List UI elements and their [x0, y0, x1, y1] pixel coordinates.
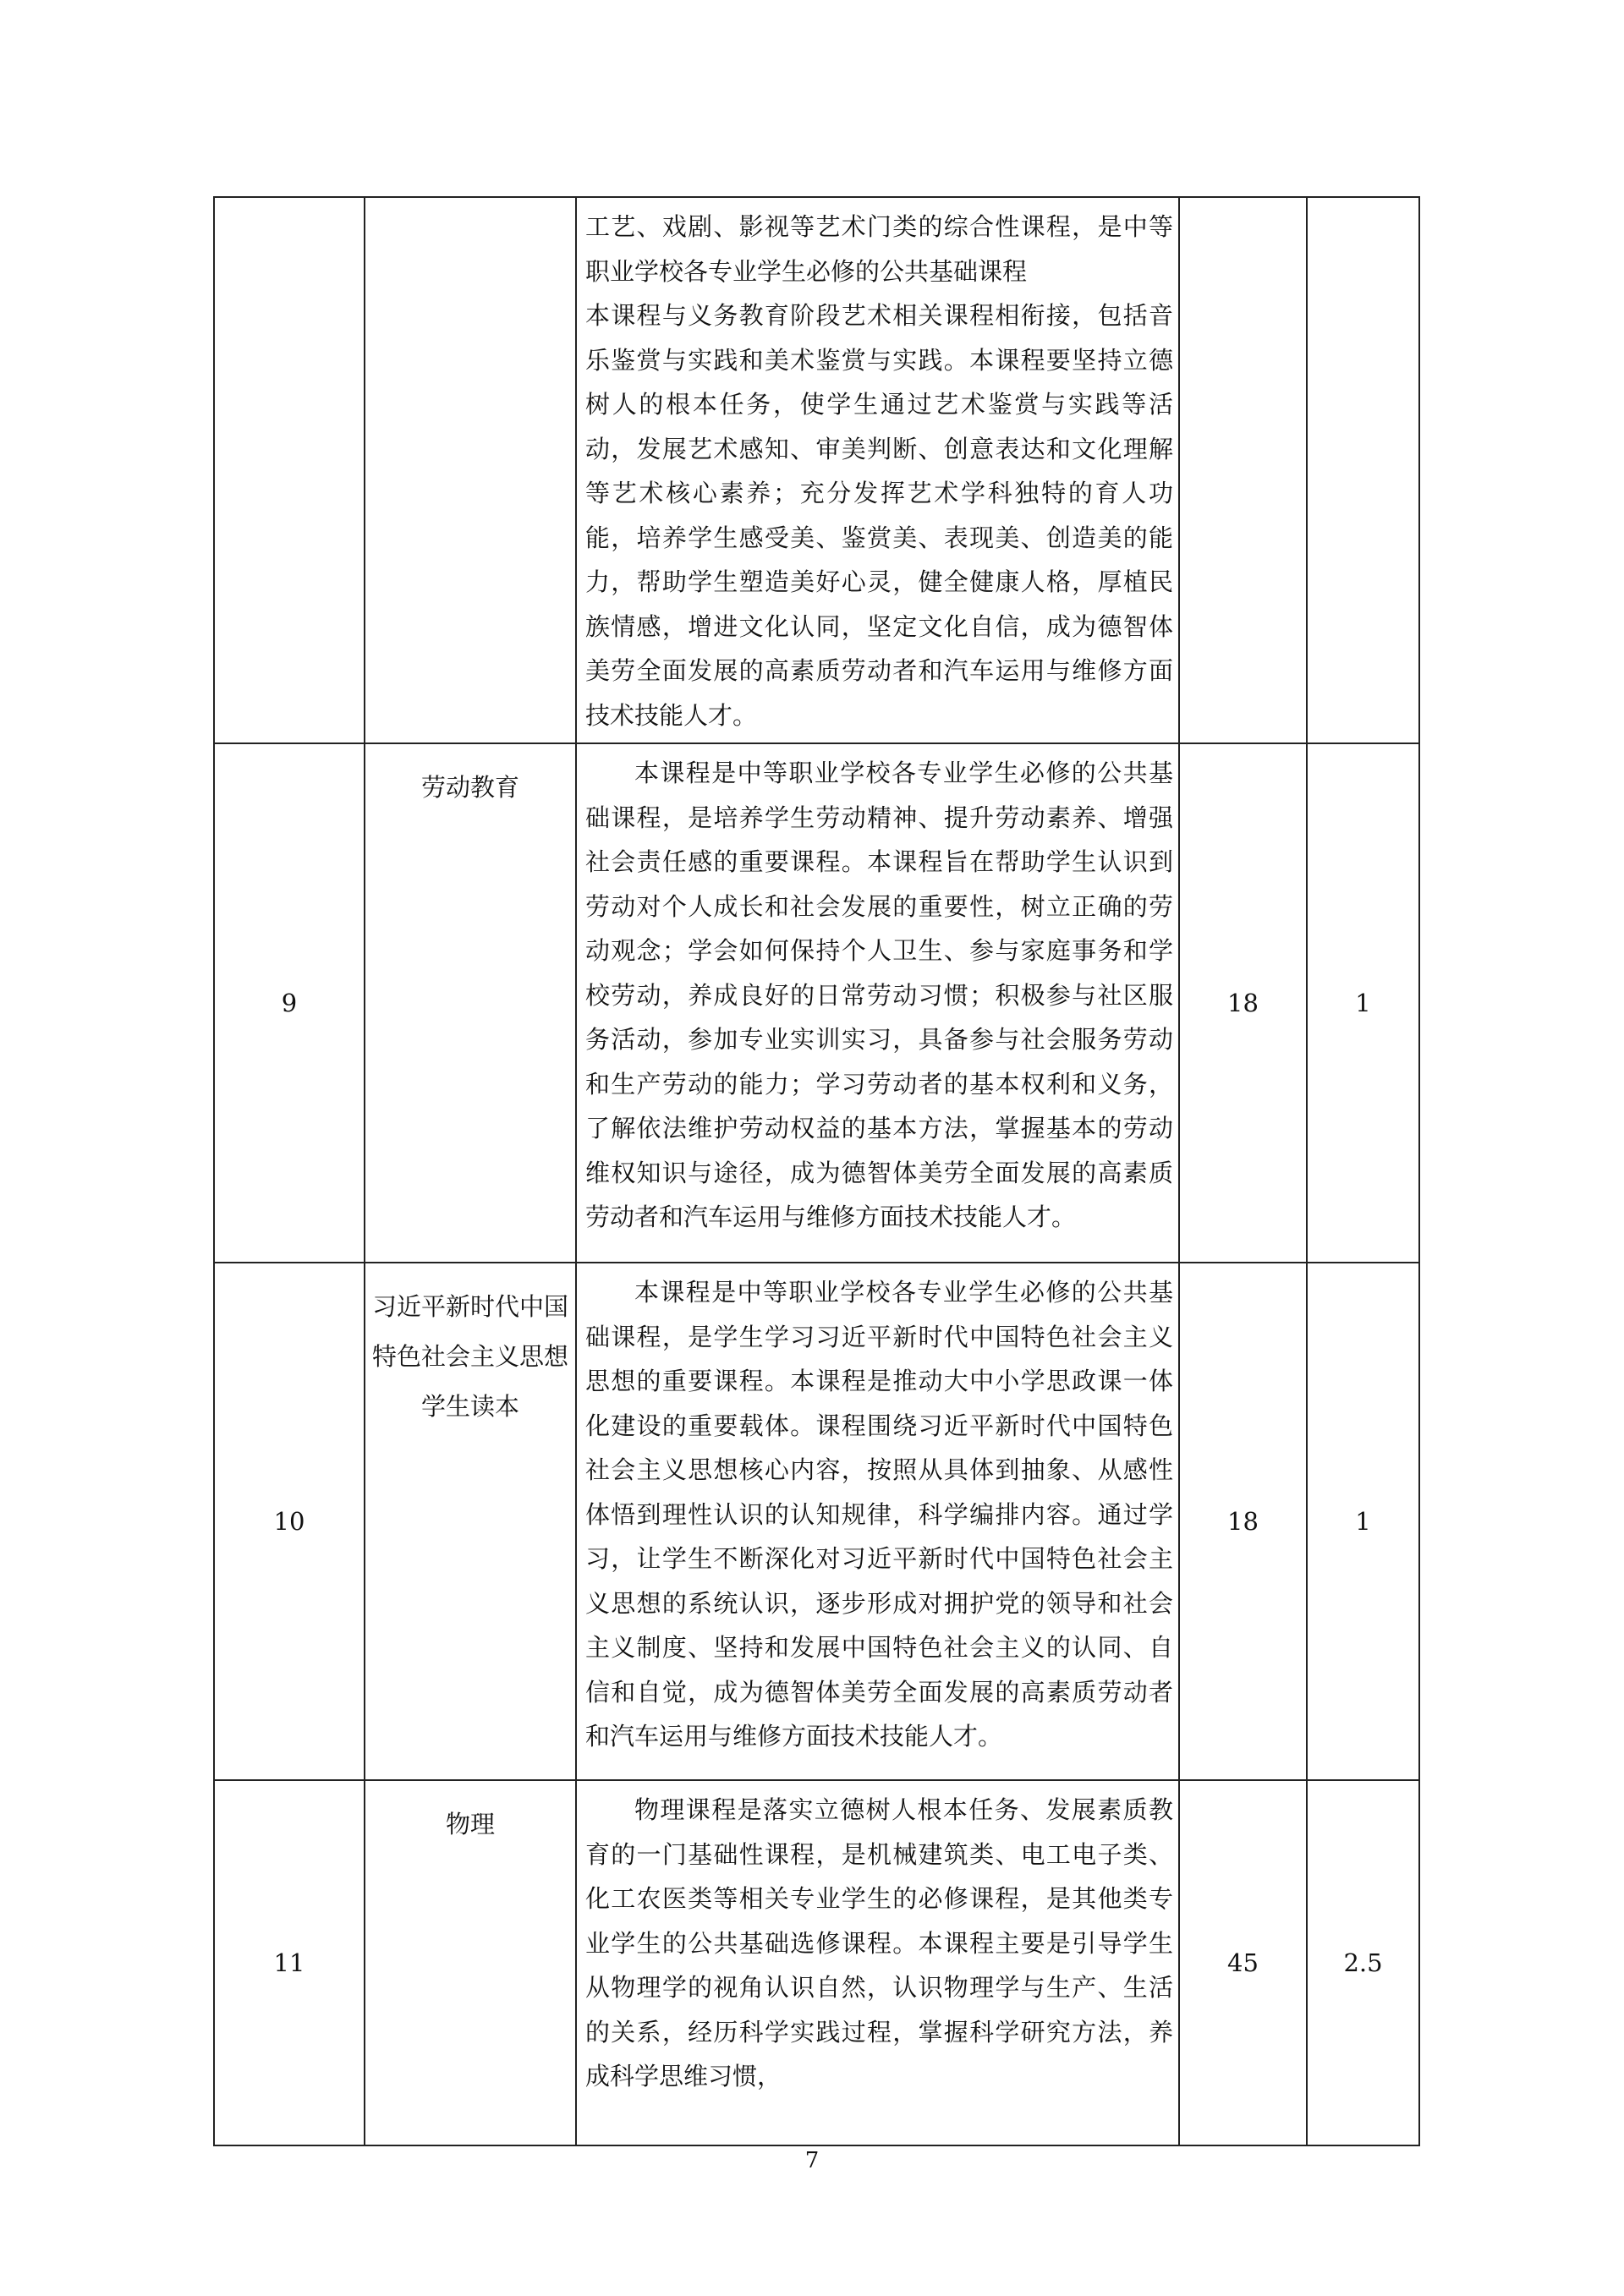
course-credits: 1: [1307, 1263, 1419, 1780]
course-number: 9: [214, 743, 365, 1263]
table-row: [214, 197, 1419, 743]
description-paragraph: 本课程是中等职业学校各专业学生必修的公共基础课程，是学生学习习近平新时代中国特色社会主义思想的重要课程。本课程是推动大中小学思政课一体化建设的重要载体。课程围绕习近平新时代中国特色社会主义思想核心内容，按照从具体到抽象、从感性体悟到理性认识的认知规律，科学编排内容。通过学习，让学生不断深化对习近平新时代中国特色社会主义思想的系统认识，逐步形成对拥护党的领导和社会主义制度、坚持和发展中国特色社会主义的认同、自信和自觉，成为德智体美劳全面发展的高素质劳动者和汽车运用与维修方面技术技能人才。: [585, 1278, 1173, 1751]
description-paragraph: 物理课程是落实立德树人根本任务、发展素质教育的一门基础性课程，是机械建筑类、电工电子类、化工农医类等相关专业学生的必修课程，是其他类专业学生的公共基础选修课程。本课程主要是引导学生从物理学的视角认识自然，认识物理学与生产、生活的关系，经历科学实践过程，掌握科学研究方法，养成科学思维习惯，: [585, 1795, 1173, 2091]
course-description: [576, 197, 1179, 743]
course-credits: 2.5: [1307, 1780, 1419, 2145]
course-name: 劳动教育: [365, 743, 576, 1263]
page-number: 7: [804, 2148, 820, 2173]
table-row: [214, 1780, 1419, 2145]
course-credits: [1307, 197, 1419, 743]
course-description: [576, 1263, 1179, 1780]
description-paragraph: 工艺、戏剧、影视等艺术门类的综合性课程，是中等职业学校各专业学生必修的公共基础课程: [585, 212, 1173, 286]
course-table: [213, 196, 1420, 2146]
course-credits: 1: [1307, 743, 1419, 1263]
table-row: [214, 743, 1419, 1263]
course-name: 物理: [365, 1780, 576, 2145]
course-name: [365, 197, 576, 743]
course-number: 11: [214, 1780, 365, 2145]
course-hours: 18: [1179, 743, 1307, 1263]
table-row: [214, 1263, 1419, 1780]
course-description: [576, 743, 1179, 1263]
course-number: [214, 197, 365, 743]
course-hours: [1179, 197, 1307, 743]
course-number: 10: [214, 1263, 365, 1780]
course-description: [576, 1780, 1179, 2145]
description-paragraph: 本课程是中等职业学校各专业学生必修的公共基础课程，是培养学生劳动精神、提升劳动素养、增强社会责任感的重要课程。本课程旨在帮助学生认识到劳动对个人成长和社会发展的重要性，树立正确的劳动观念；学会如何保持个人卫生、参与家庭事务和学校劳动，养成良好的日常劳动习惯；积极参与社区服务活动，参加专业实训实习，具备参与社会服务劳动和生产劳动的能力；学习劳动者的基本权利和义务，了解依法维护劳动权益的基本方法，掌握基本的劳动维权知识与途径，成为德智体美劳全面发展的高素质劳动者和汽车运用与维修方面技术技能人才。: [585, 759, 1173, 1231]
course-hours: 18: [1179, 1263, 1307, 1780]
course-name: 习近平新时代中国特色社会主义思想学生读本: [365, 1263, 576, 1780]
course-hours: 45: [1179, 1780, 1307, 2145]
description-paragraph: 本课程与义务教育阶段艺术相关课程相衔接，包括音乐鉴赏与实践和美术鉴赏与实践。本课程要坚持立德树人的根本任务，使学生通过艺术鉴赏与实践等活动，发展艺术感知、审美判断、创意表达和文化理解等艺术核心素养；充分发挥艺术学科独特的育人功能，培养学生感受美、鉴赏美、表现美、创造美的能力，帮助学生塑造美好心灵，健全健康人格，厚植民族情感，增进文化认同，坚定文化自信，成为德智体美劳全面发展的高素质劳动者和汽车运用与维修方面技术技能人才。: [585, 301, 1173, 730]
